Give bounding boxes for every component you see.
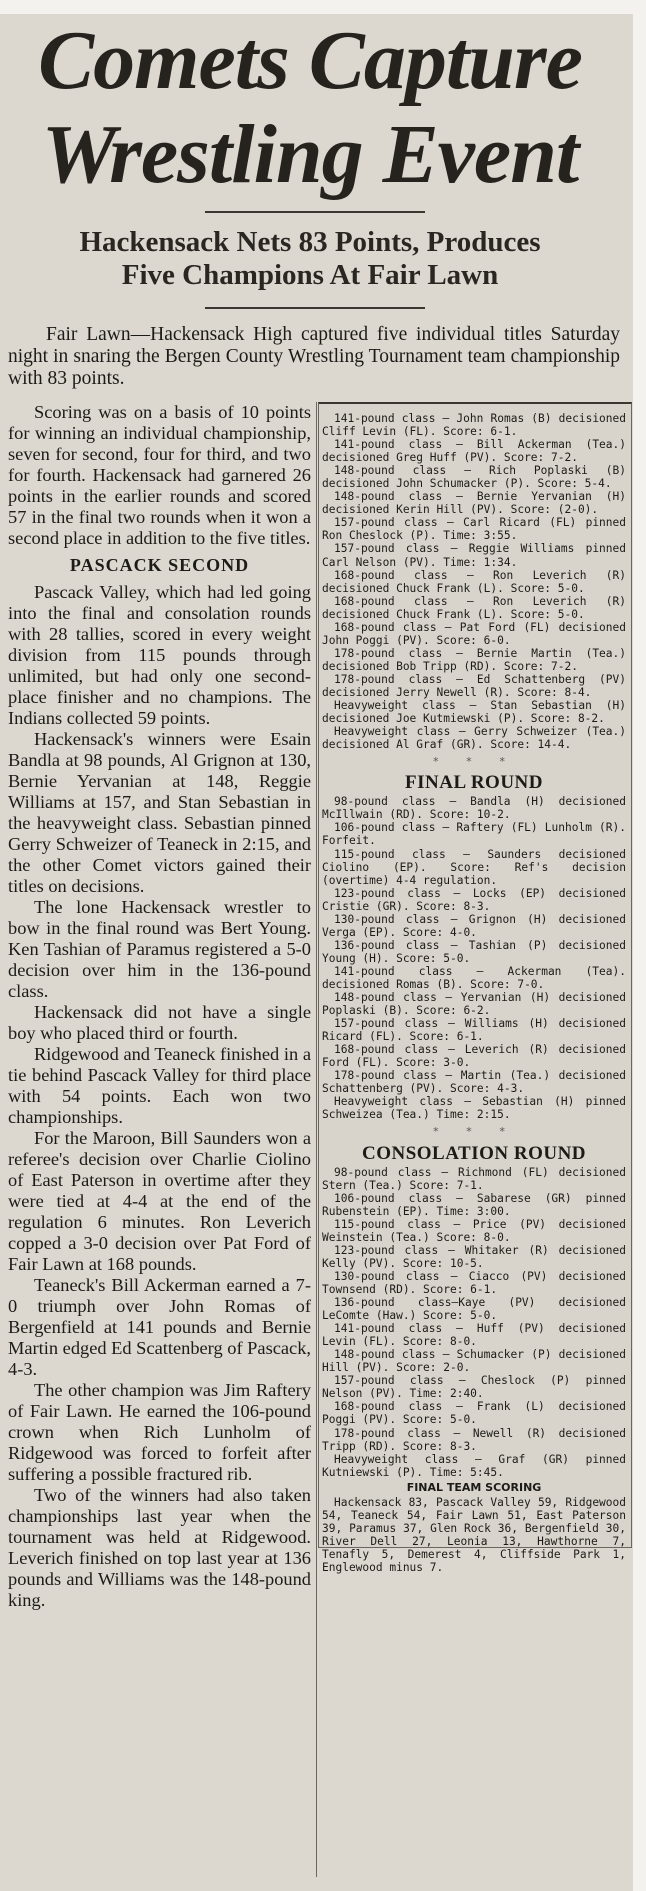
result-line: 157-pound class — Reggie Williams pinned Carl Nelson (PV). Time: 1:34. — [322, 542, 626, 569]
story-paragraph: Hackensack's winners were Esain Bandla at 98 pounds, Al Grignon at 130, Bernie Yervanian at 148, Reggie Williams at 157, and Stan Sebastian in the heavyweight class. Sebastian pinned Gerry Schweizer of Teaneck in 2:15, and the other Comet victors gained their titles on decisions. — [8, 729, 311, 896]
deck-line-2: Five Champions At Fair Lawn — [121, 259, 499, 291]
divider-rule — [205, 307, 425, 309]
team-scoring-text: Hackensack 83, Pascack Valley 59, Ridgewood 54, Teaneck 54, Fair Lawn 51, East Paterson 39, Paramus 37, Glen Rock 36, Bergenfield 30, River Dell 27, Leonia 13, Hawthorne 7, Tenafly 5, Demerest 4, Cliffside Park 1, Englewood minus 7. — [322, 1495, 626, 1574]
headline-line-2: Wrestling Event — [41, 108, 579, 201]
result-line: 178-pound class — Ed Schattenberg (PV) decisioned Jerry Newell (R). Score: 8-4. — [322, 672, 626, 699]
result-line: 178-pound class — Bernie Martin (Tea.) decisioned Bob Tripp (RD). Score: 7-2. — [322, 646, 626, 673]
result-line: 136-pound class — Tashian (P) decisioned Young (H). Score: 5-0. — [322, 938, 626, 965]
headline — [0, 14, 620, 202]
result-line: 157-pound class — Cheslock (P) pinned Nelson (PV). Time: 2:40. — [322, 1374, 626, 1401]
story-paragraph: Pascack Valley, which had led going into the final and consolation rounds with 28 tallies, scored in every weight division from 115 pounds through unlimited, but had only one second-place finisher and no champions. The Indians collected 59 points. — [8, 582, 311, 728]
story-subhead: PASCACK SECOND — [69, 555, 250, 575]
deck-headline — [0, 226, 620, 292]
result-line: 98-pound class — Richmond (FL) decisioned Stern (Tea.) Score: 7-1. — [322, 1165, 626, 1192]
result-line: Heavyweight class — Graf (GR) pinned Kutniewski (P). Time: 5:45. — [322, 1452, 626, 1479]
result-line: 123-pound class — Whitaker (R) decisioned Kelly (PV). Score: 10-5. — [322, 1243, 626, 1270]
result-line: Heavyweight class — Stan Sebastian (H) decisioned Joe Kutmiewski (P). Score: 8-2. — [322, 699, 626, 726]
story-paragraph: Ridgewood and Teaneck finished in a tie behind Pascack Valley for third place with 54 points. Each won two championships. — [8, 1044, 311, 1127]
section-stars: * * * — [432, 1125, 516, 1139]
lead-text: Fair Lawn—Hackensack High captured five individual titles Saturday night in snaring the Bergen County Wrestling Tournament team championship with 83 points. — [8, 324, 620, 389]
story-paragraph: Two of the winners had also taken championships last year when the tournament was held at Ridgewood. Leverich finished on top last year at 136 pounds and Williams was the 148-pound king. — [8, 1485, 311, 1610]
result-line: 130-pound class — Ciacco (PV) decisioned Townsend (RD). Score: 6-1. — [322, 1269, 626, 1296]
result-line: 141-pound class — John Romas (B) decisioned Cliff Levin (FL). Score: 6-1. — [322, 412, 626, 439]
result-line: 148-pound class — Bernie Yervanian (H) decisioned Kerin Hill (PV). Score: (2-0). — [322, 490, 626, 517]
story-paragraph: Hackensack did not have a single boy who placed third or fourth. — [8, 1002, 311, 1043]
result-line: 115-pound class — Price (PV) decisioned Weinstein (Tea.) Score: 8-0. — [322, 1217, 626, 1244]
result-line: 178-pound class — Newell (R) decisioned Tripp (RD). Score: 8-3. — [322, 1426, 626, 1453]
result-line: 157-pound class — Williams (H) decisioned Ricard (FL). Score: 6-1. — [322, 1017, 626, 1044]
team-scoring-heading: FINAL TEAM SCORING — [406, 1480, 542, 1494]
result-line: 106-pound class — Sabarese (GR) pinned Rubenstein (EP). Time: 3:00. — [322, 1191, 626, 1218]
results-column — [322, 412, 626, 1574]
final-results-list — [322, 795, 626, 1121]
result-line: 141-pound class — Ackerman (Tea). decisioned Romas (B). Score: 7-0. — [322, 964, 626, 991]
result-line: 98-pound class — Bandla (H) decisioned McIllwain (RD). Score: 10-2. — [322, 795, 626, 822]
result-line: 168-pound class — Ron Leverich (R) decisioned Chuck Frank (L). Score: 5-0. — [322, 594, 626, 621]
result-line: Heavyweight class — Sebastian (H) pinned Schweizea (Tea.) Time: 2:15. — [322, 1095, 626, 1122]
result-line: 148-pound class — Yervanian (H) decisioned Poplaski (B). Score: 6-2. — [322, 991, 626, 1018]
result-line: 106-pound class — Raftery (FL) Lunholm (R). Forfeit. — [322, 821, 626, 848]
column-divider — [316, 402, 317, 1877]
result-line: 168-pound class — Ron Leverich (R) decisioned Chuck Frank (L). Score: 5-0. — [322, 568, 626, 595]
result-line: 136-pound class—Kaye (PV) decisioned LeComte (Haw.) Score: 5-0. — [322, 1296, 626, 1323]
story-paragraph: The other champion was Jim Raftery of Fair Lawn. He earned the 106-pound crown when Rich Lunholm of Ridgewood was forced to forfeit after suffering a possible fractured rib. — [8, 1380, 311, 1484]
consolation-results-list — [322, 1166, 626, 1479]
story-column — [8, 402, 311, 1872]
result-line: 123-pound class — Locks (EP) decisioned Cristie (GR). Score: 8-3. — [322, 886, 626, 913]
story-paragraph: Teaneck's Bill Ackerman earned a 7-0 triumph over John Romas of Bergenfield at 141 pounds and Bernie Martin edged Ed Scattenberg of Pascack, 4-3. — [8, 1275, 312, 1379]
top-results-list — [322, 412, 626, 751]
result-line: 115-pound class — Saunders decisioned Ciolino (EP). Score: Ref's decision (overtime) 4-4 regulation. — [322, 847, 626, 887]
section-stars: * * * — [432, 755, 516, 769]
result-line: 141-pound class — Huff (PV) decisioned Levin (FL). Score: 8-0. — [322, 1322, 626, 1349]
result-line: 168-pound class — Frank (L) decisioned Poggi (PV). Score: 5-0. — [322, 1400, 626, 1427]
headline-line-1: Comets Capture — [38, 14, 582, 107]
result-line: Heavyweight class — Gerry Schweizer (Tea.) decisioned Al Graf (GR). Score: 14-4. — [322, 725, 626, 752]
final-round-heading: FINAL ROUND — [405, 772, 543, 794]
story-paragraph: Scoring was on a basis of 10 points for winning an individual championship, seven for second, four for third, and two for fourth. Hackensack had garnered 26 points in the earlier rounds and scored 57 in the final two rounds when it won a second place in addition to the five titles. — [8, 402, 311, 548]
divider-rule — [205, 211, 425, 213]
result-line: 178-pound class — Martin (Tea.) decisioned Schattenberg (PV). Score: 4-3. — [322, 1069, 626, 1096]
lead-paragraph — [8, 324, 620, 390]
result-line: 168-pound class — Leverich (R) decisioned Ford (FL). Score: 3-0. — [322, 1043, 626, 1070]
deck-line-1: Hackensack Nets 83 Points, Produces — [79, 226, 541, 258]
consolation-round-heading: CONSOLATION ROUND — [361, 1142, 587, 1164]
result-line: 130-pound class — Grignon (H) decisioned Verga (EP). Score: 4-0. — [322, 912, 626, 939]
result-line: 168-pound class — Pat Ford (FL) decisioned John Poggi (PV). Score: 6-0. — [322, 620, 626, 647]
result-line: 148-pound class — Rich Poplaski (B) decisioned John Schumacker (P). Score: 5-4. — [322, 464, 626, 491]
result-line: 148-pound class — Schumacker (P) decisioned Hill (PV). Score: 2-0. — [322, 1348, 626, 1375]
result-line: 157-pound class — Carl Ricard (FL) pinned Ron Cheslock (P). Time: 3:55. — [322, 516, 626, 543]
story-paragraph: For the Maroon, Bill Saunders won a referee's decision over Charlie Ciolino of East Paterson in overtime after they were tied at 4-4 at the end of the regulation 6 minutes. Ron Leverich copped a 3-0 decision over Pat Ford of Fair Lawn at 168 pounds. — [8, 1128, 311, 1274]
result-line: 141-pound class — Bill Ackerman (Tea.) decisioned Greg Huff (PV). Score: 7-2. — [322, 438, 626, 465]
story-paragraph: The lone Hackensack wrestler to bow in the final round was Bert Young. Ken Tashian of Paramus registered a 5-0 decision over him in the 136-pound class. — [8, 897, 311, 1001]
